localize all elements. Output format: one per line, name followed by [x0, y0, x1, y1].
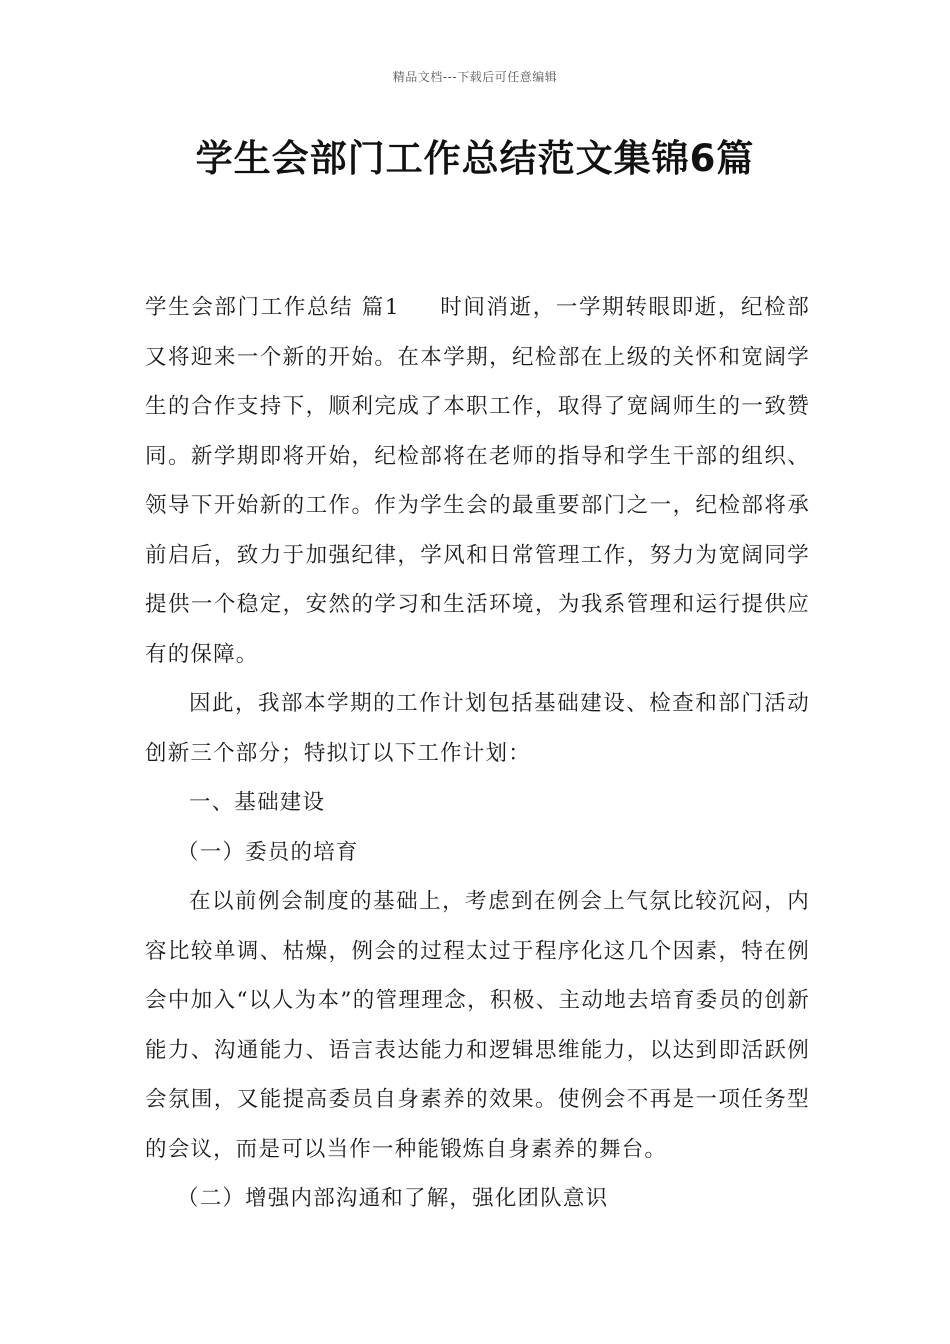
paragraph-1: [145, 283, 810, 679]
paragraph-text: 时间消逝，一学期转眼即逝，纪检部又将迎来一个新的开始。在本学期，纪检部在上级的关怀和宽阔学生的合作支持下，顺利完成了本职工作，取得了宽阔师生的一致赞同。新学期即将开始，纪检部将在老师的指导和学生干部的组织、领导下开始新的工作。作为学生会的最重要部门之一，纪检部将承前启后，致力于加强纪律，学风和日常管理工作，努力为宽阔同学提供一个稳定，安然的学习和生活环境，为我系管理和运行提供应有的保障。: [145, 295, 811, 667]
document-body: [145, 283, 810, 1224]
section-heading: 学生会部门工作总结 篇1: [145, 295, 400, 320]
subheading-committee-training: （一）委员的培育: [177, 839, 359, 865]
heading-basic-construction: 一、基础建设: [189, 790, 326, 815]
subheading-internal-communication: （二）增强内部沟通和了解，强化团队意识: [177, 1186, 609, 1211]
paragraph-3: 在以前例会制度的基础上，考虑到在例会上气氛比较沉闷，内容比较单调、枯燥，例会的过程太过于程序化这几个因素，特在例会中加入“以人为本”的管理理念，积极、主动地去培育委员的创新能力、沟通能力、语言表达能力和逻辑思维能力，以达到即活跃例会氛围，又能提高委员自身素养的效果。使例会不再是一项任务型的会议，而是可以当作一种能锻炼自身素养的舞台。: [145, 889, 810, 1162]
paragraph-2: 因此，我部本学期的工作计划包括基础建设、检查和部门活动创新三个部分；特拟订以下工作计划：: [145, 691, 810, 766]
header-note: 精品文档---下载后可任意编辑: [392, 70, 558, 84]
document-title: 学生会部门工作总结范文集锦6篇: [195, 137, 755, 180]
